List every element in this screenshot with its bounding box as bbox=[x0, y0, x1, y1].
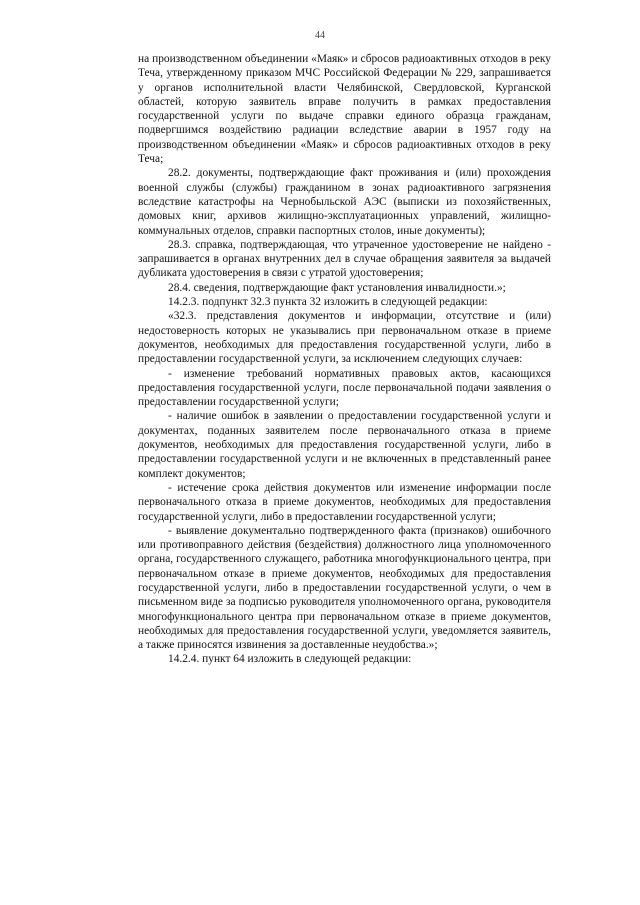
paragraph-28-2: 28.2. документы, подтверждающие факт проживания и (или) прохождения военной службы (службы) гражданином в зонах радиоактивного загрязнения вследствие катастрофы на Чернобыльской АЭС (выписки из похозяйственных, домовых книг, архивов жилищно-эксплуатационных управлений, жилищно-коммунальных отделов, справки паспортных столов, иные документы); bbox=[138, 167, 551, 237]
paragraph-continuation: на производственном объединении «Маяк» и сбросов радиоактивных отходов в реку Теча, утвержденному приказом МЧС Российской Федерации № 229, запрашивается у органов исполнительной власти Челябинской, Свердловской, Курганской областей, которую заявитель вправе получить в рамках предоставления государственной услуги по выдаче справки единого образца гражданам, подвергшимся воздействию радиации вследствие аварии в 1957 году на производственном объединении «Маяк» и сбросов радиоактивных отходов в реку Теча; bbox=[138, 53, 551, 166]
list-item-requirements-change: - изменение требований нормативных правовых актов, касающихся предоставления государственной услуги, после первоначальной подачи заявления о предоставлении государственной услуги; bbox=[138, 367, 551, 409]
paragraph-14-2-3: 14.2.3. подпункт 32.3 пункта 32 изложить в следующей редакции: bbox=[168, 296, 488, 309]
list-item-erroneous-action: - выявление документально подтвержденного факта (признаков) ошибочного или противоправного действия (бездействия) должностного лица уполномоченного органа, государственного служащего, работника многофункционального центра, при первоначальном отказе в приеме документов, необходимых для предоставления государственной услуги, либо в предоставлении государственной услуги, о чем в письменном виде за подписью руководителя уполномоченного органа, руководителя многофункционального центра при первоначальном отказе в приеме документов, необходимых для предоставления государственной услуги, уведомляется заявитель, а также приносятся извинения за доставленные неудобства.»; bbox=[138, 524, 551, 652]
document-body bbox=[138, 52, 551, 667]
page-number: 44 bbox=[315, 30, 325, 41]
paragraph-28-3: 28.3. справка, подтверждающая, что утраченное удостоверение не найдено - запрашивается в органах внутренних дел в случае обращения заявителя за выдачей дубликата удостоверения в связи с утратой удостоверения; bbox=[138, 238, 551, 280]
list-item-errors-in-application: - наличие ошибок в заявлении о предоставлении государственной услуги и документах, поданных заявителем после первоначального отказа в приеме документов, необходимых для предоставления государственной услуги, либо в предоставлении государственной услуги и не включенных в представленный ранее комплект документов; bbox=[138, 410, 551, 480]
list-item-documents-expired: - истечение срока действия документов или изменение информации после первоначального отказа в приеме документов, необходимых для предоставления государственной услуги, либо в предоставлении государственной услуги; bbox=[138, 481, 551, 523]
paragraph-32-3: «32.3. представления документов и информации, отсутствие и (или) недостоверность которых не указывались при первоначальном отказе в приеме документов, необходимых для предоставления государственной услуги, либо в предоставлении государственной услуги, за исключением следующих случаев: bbox=[138, 310, 551, 366]
paragraph-14-2-4: 14.2.4. пункт 64 изложить в следующей редакции: bbox=[168, 653, 412, 666]
paragraph-28-4: 28.4. сведения, подтверждающие факт установления инвалидности.»; bbox=[168, 281, 506, 294]
